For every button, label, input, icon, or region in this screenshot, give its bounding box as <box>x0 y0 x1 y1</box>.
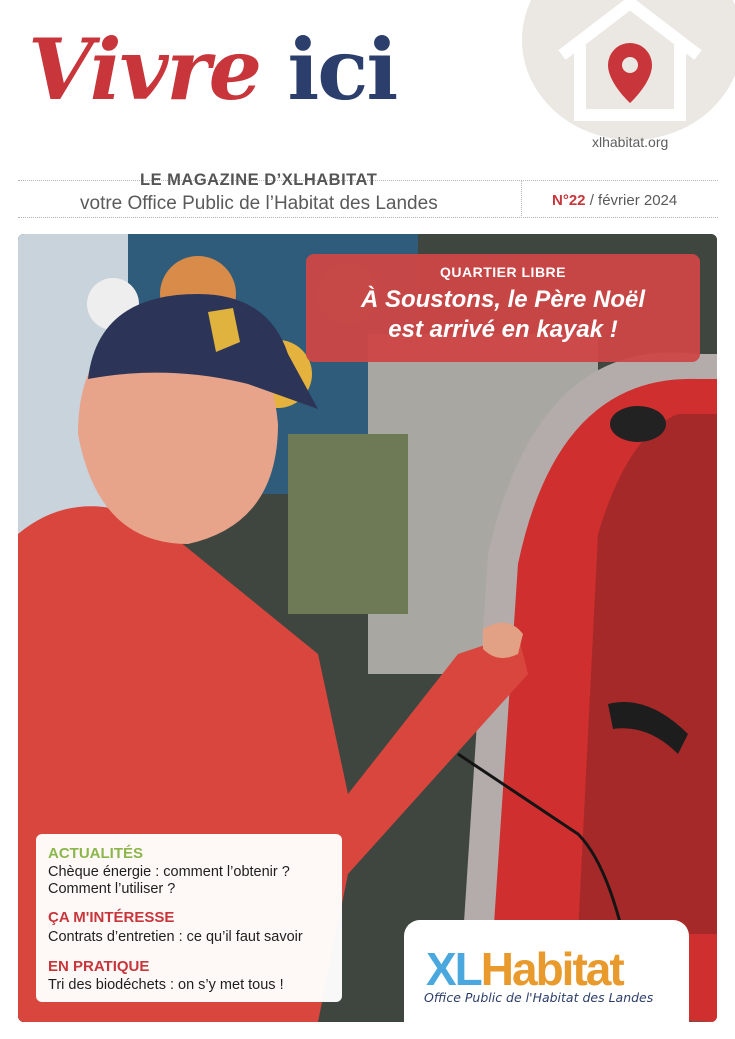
divider-bottom <box>18 217 718 218</box>
section-ca-minteresse[interactable]: ÇA M'INTÉRESSE <box>48 909 175 926</box>
house-pin-icon <box>522 0 735 140</box>
cover-story-banner[interactable] <box>306 254 700 362</box>
magazine-title <box>28 20 397 119</box>
site-url[interactable]: xlhabitat.org <box>592 134 669 150</box>
title-vivre: Vivre <box>28 20 261 119</box>
item-cheque-energie-1[interactable]: Chèque énergie : comment l’obtenir ? <box>48 864 290 880</box>
story-kicker: QUARTIER LIBRE <box>440 264 566 280</box>
subtitle: votre Office Public de l’Habitat des Landes <box>80 193 438 214</box>
magazine-line: LE MAGAZINE D’XLHABITAT <box>140 171 378 189</box>
section-actualites[interactable]: ACTUALITÉS <box>48 845 143 862</box>
headline-line-2: est arrivé en kayak ! <box>388 316 618 343</box>
site-badge <box>522 0 735 140</box>
vertical-divider <box>521 181 522 216</box>
logo-wordmark <box>426 943 623 995</box>
title-ici: ici <box>287 20 397 119</box>
item-biodechets[interactable]: Tri des biodéchets : on s’y met tous ! <box>48 977 284 993</box>
logo-xl: XL <box>426 943 481 995</box>
logo-habitat: Habitat <box>480 943 623 995</box>
issue-number: N°22 <box>552 192 586 209</box>
item-cheque-energie-2[interactable]: Comment l’utiliser ? <box>48 881 176 897</box>
contents-box <box>36 834 342 1002</box>
issue-info <box>552 192 677 209</box>
issue-date: / février 2024 <box>589 192 678 209</box>
story-headline <box>306 285 700 345</box>
headline-line-1: À Soustons, le Père Noël <box>360 286 646 313</box>
logo-tagline: Office Public de l'Habitat des Landes <box>424 990 654 1005</box>
section-en-pratique[interactable]: EN PRATIQUE <box>48 958 150 975</box>
item-contrats-entretien[interactable]: Contrats d’entretien : ce qu’il faut savoir <box>48 929 303 945</box>
xlhabitat-logo[interactable] <box>404 920 689 1039</box>
